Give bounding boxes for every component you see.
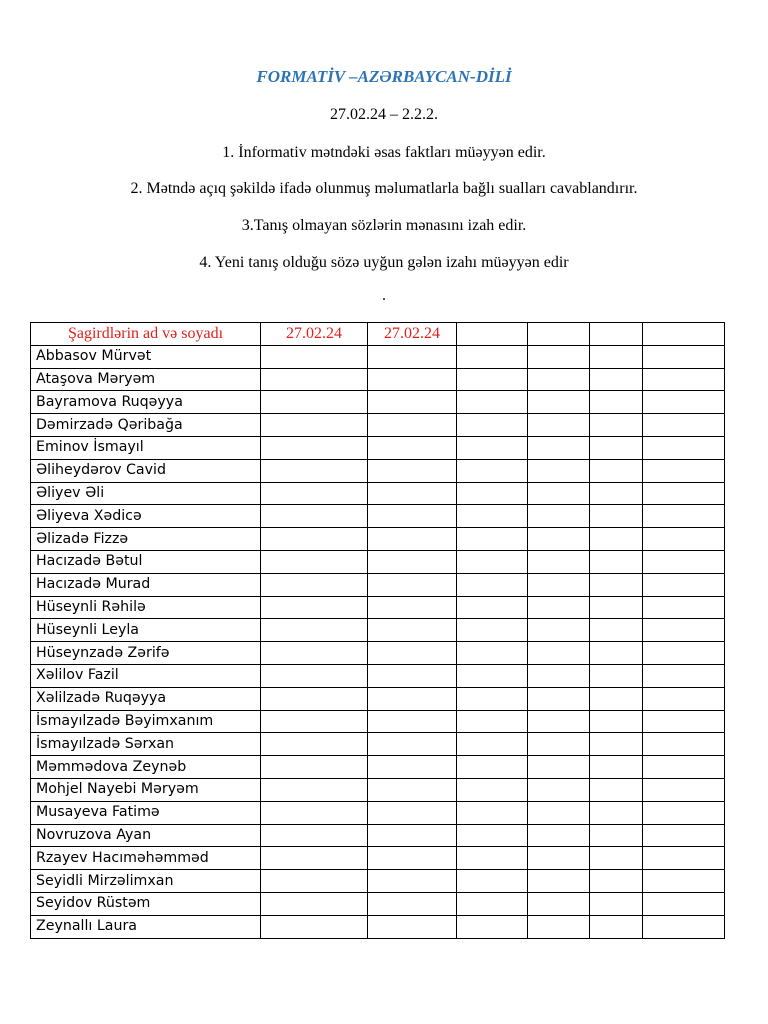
table-row <box>31 870 725 893</box>
table-header-row <box>31 323 725 346</box>
grade-cell <box>528 345 590 368</box>
grade-cell <box>368 642 457 665</box>
grade-cell <box>643 733 725 756</box>
grade-cell <box>368 756 457 779</box>
student-name: Xəlilzadə Ruqəyya <box>31 687 261 710</box>
student-name: Bayramova Ruqəyya <box>31 391 261 414</box>
header-cell-empty <box>457 323 528 346</box>
grade-cell <box>643 778 725 801</box>
grade-cell <box>261 824 368 847</box>
grade-cell <box>457 756 528 779</box>
grade-cell <box>590 528 643 551</box>
grade-cell <box>643 710 725 733</box>
grade-cell <box>528 687 590 710</box>
grade-cell <box>643 687 725 710</box>
grade-cell <box>457 596 528 619</box>
grade-cell <box>457 619 528 642</box>
grade-cell <box>368 847 457 870</box>
grade-cell <box>528 619 590 642</box>
grade-cell <box>528 642 590 665</box>
grade-cell <box>643 345 725 368</box>
table-row <box>31 414 725 437</box>
student-name: Əliyev Əli <box>31 482 261 505</box>
grade-cell <box>590 459 643 482</box>
grade-cell <box>261 915 368 938</box>
student-name: Hacızadə Murad <box>31 573 261 596</box>
grade-cell <box>261 414 368 437</box>
table-row <box>31 892 725 915</box>
student-name: Dəmirzadə Qəribağa <box>31 414 261 437</box>
table-row <box>31 436 725 459</box>
grade-cell <box>590 436 643 459</box>
grade-cell <box>590 573 643 596</box>
grade-cell <box>457 528 528 551</box>
table-row <box>31 710 725 733</box>
grade-cell <box>368 505 457 528</box>
grade-cell <box>590 870 643 893</box>
grade-cell <box>457 847 528 870</box>
grade-cell <box>457 801 528 824</box>
grade-cell <box>590 847 643 870</box>
grade-cell <box>643 664 725 687</box>
grade-cell <box>643 642 725 665</box>
grade-cell <box>643 756 725 779</box>
grade-cell <box>528 664 590 687</box>
grade-cell <box>368 459 457 482</box>
student-name: Əliyeva Xədicə <box>31 505 261 528</box>
grade-cell <box>528 915 590 938</box>
grade-cell <box>261 550 368 573</box>
grade-cell <box>261 847 368 870</box>
grade-cell <box>261 482 368 505</box>
criterion-4: 4. Yeni tanış olduğu sözə uyğun gələn izahı müəyyən edir <box>199 254 569 271</box>
grade-cell <box>457 710 528 733</box>
grade-cell <box>457 870 528 893</box>
grade-cell <box>643 892 725 915</box>
grade-cell <box>590 505 643 528</box>
table-row <box>31 847 725 870</box>
grade-cell <box>528 368 590 391</box>
grade-cell <box>590 642 643 665</box>
grade-cell <box>368 619 457 642</box>
grade-cell <box>457 573 528 596</box>
grade-cell <box>590 619 643 642</box>
grade-cell <box>643 368 725 391</box>
student-name: Ataşova Məryəm <box>31 368 261 391</box>
grade-cell <box>457 733 528 756</box>
grade-cell <box>368 687 457 710</box>
table-row <box>31 642 725 665</box>
grade-cell <box>590 482 643 505</box>
grade-cell <box>590 710 643 733</box>
document-title: FORMATİV –AZƏRBAYCAN-DİLİ <box>256 67 512 86</box>
grade-cell <box>368 596 457 619</box>
grade-cell <box>368 550 457 573</box>
grade-cell <box>528 801 590 824</box>
grade-cell <box>590 915 643 938</box>
grade-cell <box>643 528 725 551</box>
grade-cell <box>590 664 643 687</box>
student-name: Novruzova Ayan <box>31 824 261 847</box>
grade-cell <box>643 596 725 619</box>
grade-cell <box>261 596 368 619</box>
grade-cell <box>643 824 725 847</box>
grade-cell <box>528 505 590 528</box>
grade-cell <box>643 573 725 596</box>
grade-cell <box>590 733 643 756</box>
grade-cell <box>457 459 528 482</box>
header-cell-date-1: 27.02.24 <box>261 323 368 346</box>
table-row <box>31 687 725 710</box>
table-row <box>31 915 725 938</box>
table-row <box>31 528 725 551</box>
grade-cell <box>528 733 590 756</box>
grade-cell <box>368 892 457 915</box>
grade-cell <box>368 870 457 893</box>
grade-cell <box>368 414 457 437</box>
student-name: Əlizadə Fizzə <box>31 528 261 551</box>
grade-cell <box>590 391 643 414</box>
student-name: Hüseynli Rəhilə <box>31 596 261 619</box>
grade-cell <box>528 459 590 482</box>
grade-cell <box>457 664 528 687</box>
grade-cell <box>457 436 528 459</box>
grade-cell <box>261 710 368 733</box>
grade-cell <box>643 436 725 459</box>
grade-cell <box>368 345 457 368</box>
student-name: Rzayev Hacıməhəmməd <box>31 847 261 870</box>
header-cell-date-2: 27.02.24 <box>368 323 457 346</box>
grade-cell <box>590 550 643 573</box>
table-row <box>31 778 725 801</box>
grade-cell <box>261 619 368 642</box>
grade-cell <box>590 778 643 801</box>
grade-cell <box>457 778 528 801</box>
grade-cell <box>457 687 528 710</box>
grade-cell <box>457 414 528 437</box>
student-name: İsmayılzadə Bəyimxanım <box>31 710 261 733</box>
grade-cell <box>590 756 643 779</box>
grade-cell <box>261 801 368 824</box>
grade-cell <box>528 824 590 847</box>
grade-cell <box>643 505 725 528</box>
grade-cell <box>528 482 590 505</box>
grade-cell <box>528 778 590 801</box>
student-name: İsmayılzadə Sərxan <box>31 733 261 756</box>
grade-cell <box>261 436 368 459</box>
grade-cell <box>643 550 725 573</box>
student-name: Hacızadə Bətul <box>31 550 261 573</box>
grade-cell <box>528 436 590 459</box>
grade-cell <box>528 756 590 779</box>
student-name: Xəlilov Fazil <box>31 664 261 687</box>
criterion-2: 2. Mətndə açıq şəkildə ifadə olunmuş məlumatlarla bağlı sualları cavablandırır. <box>130 180 638 197</box>
grade-cell <box>457 642 528 665</box>
grade-cell <box>590 892 643 915</box>
date-code: 27.02.24 – 2.2.2. <box>330 106 438 123</box>
student-name: Musayeva Fatimə <box>31 801 261 824</box>
dot-separator: . <box>382 287 386 304</box>
grade-cell <box>643 414 725 437</box>
grade-cell <box>457 345 528 368</box>
grade-cell <box>643 619 725 642</box>
grade-cell <box>457 391 528 414</box>
grade-cell <box>368 528 457 551</box>
grade-cell <box>368 368 457 391</box>
grade-cell <box>457 505 528 528</box>
header-cell-empty <box>643 323 725 346</box>
grade-cell <box>528 710 590 733</box>
grade-cell <box>457 550 528 573</box>
grade-cell <box>528 596 590 619</box>
grade-cell <box>261 892 368 915</box>
student-name: Abbasov Mürvət <box>31 345 261 368</box>
student-name: Məmmədova Zeynəb <box>31 756 261 779</box>
grade-cell <box>590 824 643 847</box>
grade-cell <box>368 778 457 801</box>
grade-cell <box>261 687 368 710</box>
table-row <box>31 482 725 505</box>
table-row <box>31 391 725 414</box>
grade-cell <box>368 391 457 414</box>
grade-cell <box>368 664 457 687</box>
grade-cell <box>457 824 528 847</box>
grade-cell <box>368 801 457 824</box>
grade-cell <box>457 368 528 391</box>
table-row <box>31 824 725 847</box>
criterion-3: 3.Tanış olmayan sözlərin mənasını izah edir. <box>241 217 527 234</box>
grade-cell <box>590 801 643 824</box>
header-cell-name: Şagirdlərin ad və soyadı <box>31 323 261 346</box>
student-name: Hüseynzadə Zərifə <box>31 642 261 665</box>
table-row <box>31 345 725 368</box>
grade-cell <box>528 391 590 414</box>
grade-cell <box>261 664 368 687</box>
grade-cell <box>643 847 725 870</box>
table-row <box>31 596 725 619</box>
grade-cell <box>528 573 590 596</box>
student-name: Əliheydərov Cavid <box>31 459 261 482</box>
grade-cell <box>368 573 457 596</box>
student-name: Mohjel Nayebi Məryəm <box>31 778 261 801</box>
table-row <box>31 550 725 573</box>
table-row <box>31 664 725 687</box>
table-row <box>31 801 725 824</box>
grade-cell <box>528 847 590 870</box>
student-name: Hüseynli Leyla <box>31 619 261 642</box>
student-name: Zeynallı Laura <box>31 915 261 938</box>
grade-cell <box>368 436 457 459</box>
grade-cell <box>528 892 590 915</box>
grade-cell <box>643 870 725 893</box>
grade-cell <box>261 573 368 596</box>
table-row <box>31 573 725 596</box>
grade-cell <box>643 459 725 482</box>
grade-cell <box>261 391 368 414</box>
student-name: Seyidli Mirzəlimxan <box>31 870 261 893</box>
grade-cell <box>590 345 643 368</box>
grade-cell <box>457 482 528 505</box>
grade-cell <box>368 915 457 938</box>
grade-cell <box>643 915 725 938</box>
grade-cell <box>528 528 590 551</box>
table-row <box>31 756 725 779</box>
grade-cell <box>368 482 457 505</box>
grade-cell <box>261 345 368 368</box>
student-name: Eminov İsmayıl <box>31 436 261 459</box>
table-row <box>31 619 725 642</box>
header-cell-empty <box>528 323 590 346</box>
grade-cell <box>643 391 725 414</box>
table-row <box>31 505 725 528</box>
grade-cell <box>528 870 590 893</box>
grade-cell <box>261 870 368 893</box>
grade-cell <box>261 642 368 665</box>
grade-cell <box>643 801 725 824</box>
grade-cell <box>261 368 368 391</box>
grade-cell <box>528 414 590 437</box>
grade-cell <box>643 482 725 505</box>
grade-cell <box>368 733 457 756</box>
student-table <box>30 322 725 939</box>
grade-cell <box>368 824 457 847</box>
criterion-1: 1. İnformativ mətndəki əsas faktları müəyyən edir. <box>222 144 546 161</box>
grade-cell <box>261 505 368 528</box>
grade-cell <box>457 915 528 938</box>
grade-cell <box>261 756 368 779</box>
student-name: Seyidov Rüstəm <box>31 892 261 915</box>
table-row <box>31 459 725 482</box>
grade-cell <box>590 596 643 619</box>
header-cell-empty <box>590 323 643 346</box>
grade-cell <box>528 550 590 573</box>
grade-cell <box>261 778 368 801</box>
grade-cell <box>261 459 368 482</box>
table-row <box>31 733 725 756</box>
grade-cell <box>261 528 368 551</box>
grade-cell <box>590 687 643 710</box>
grade-cell <box>261 733 368 756</box>
grade-cell <box>368 710 457 733</box>
table-row <box>31 368 725 391</box>
grade-cell <box>457 892 528 915</box>
grade-cell <box>590 368 643 391</box>
grade-cell <box>590 414 643 437</box>
